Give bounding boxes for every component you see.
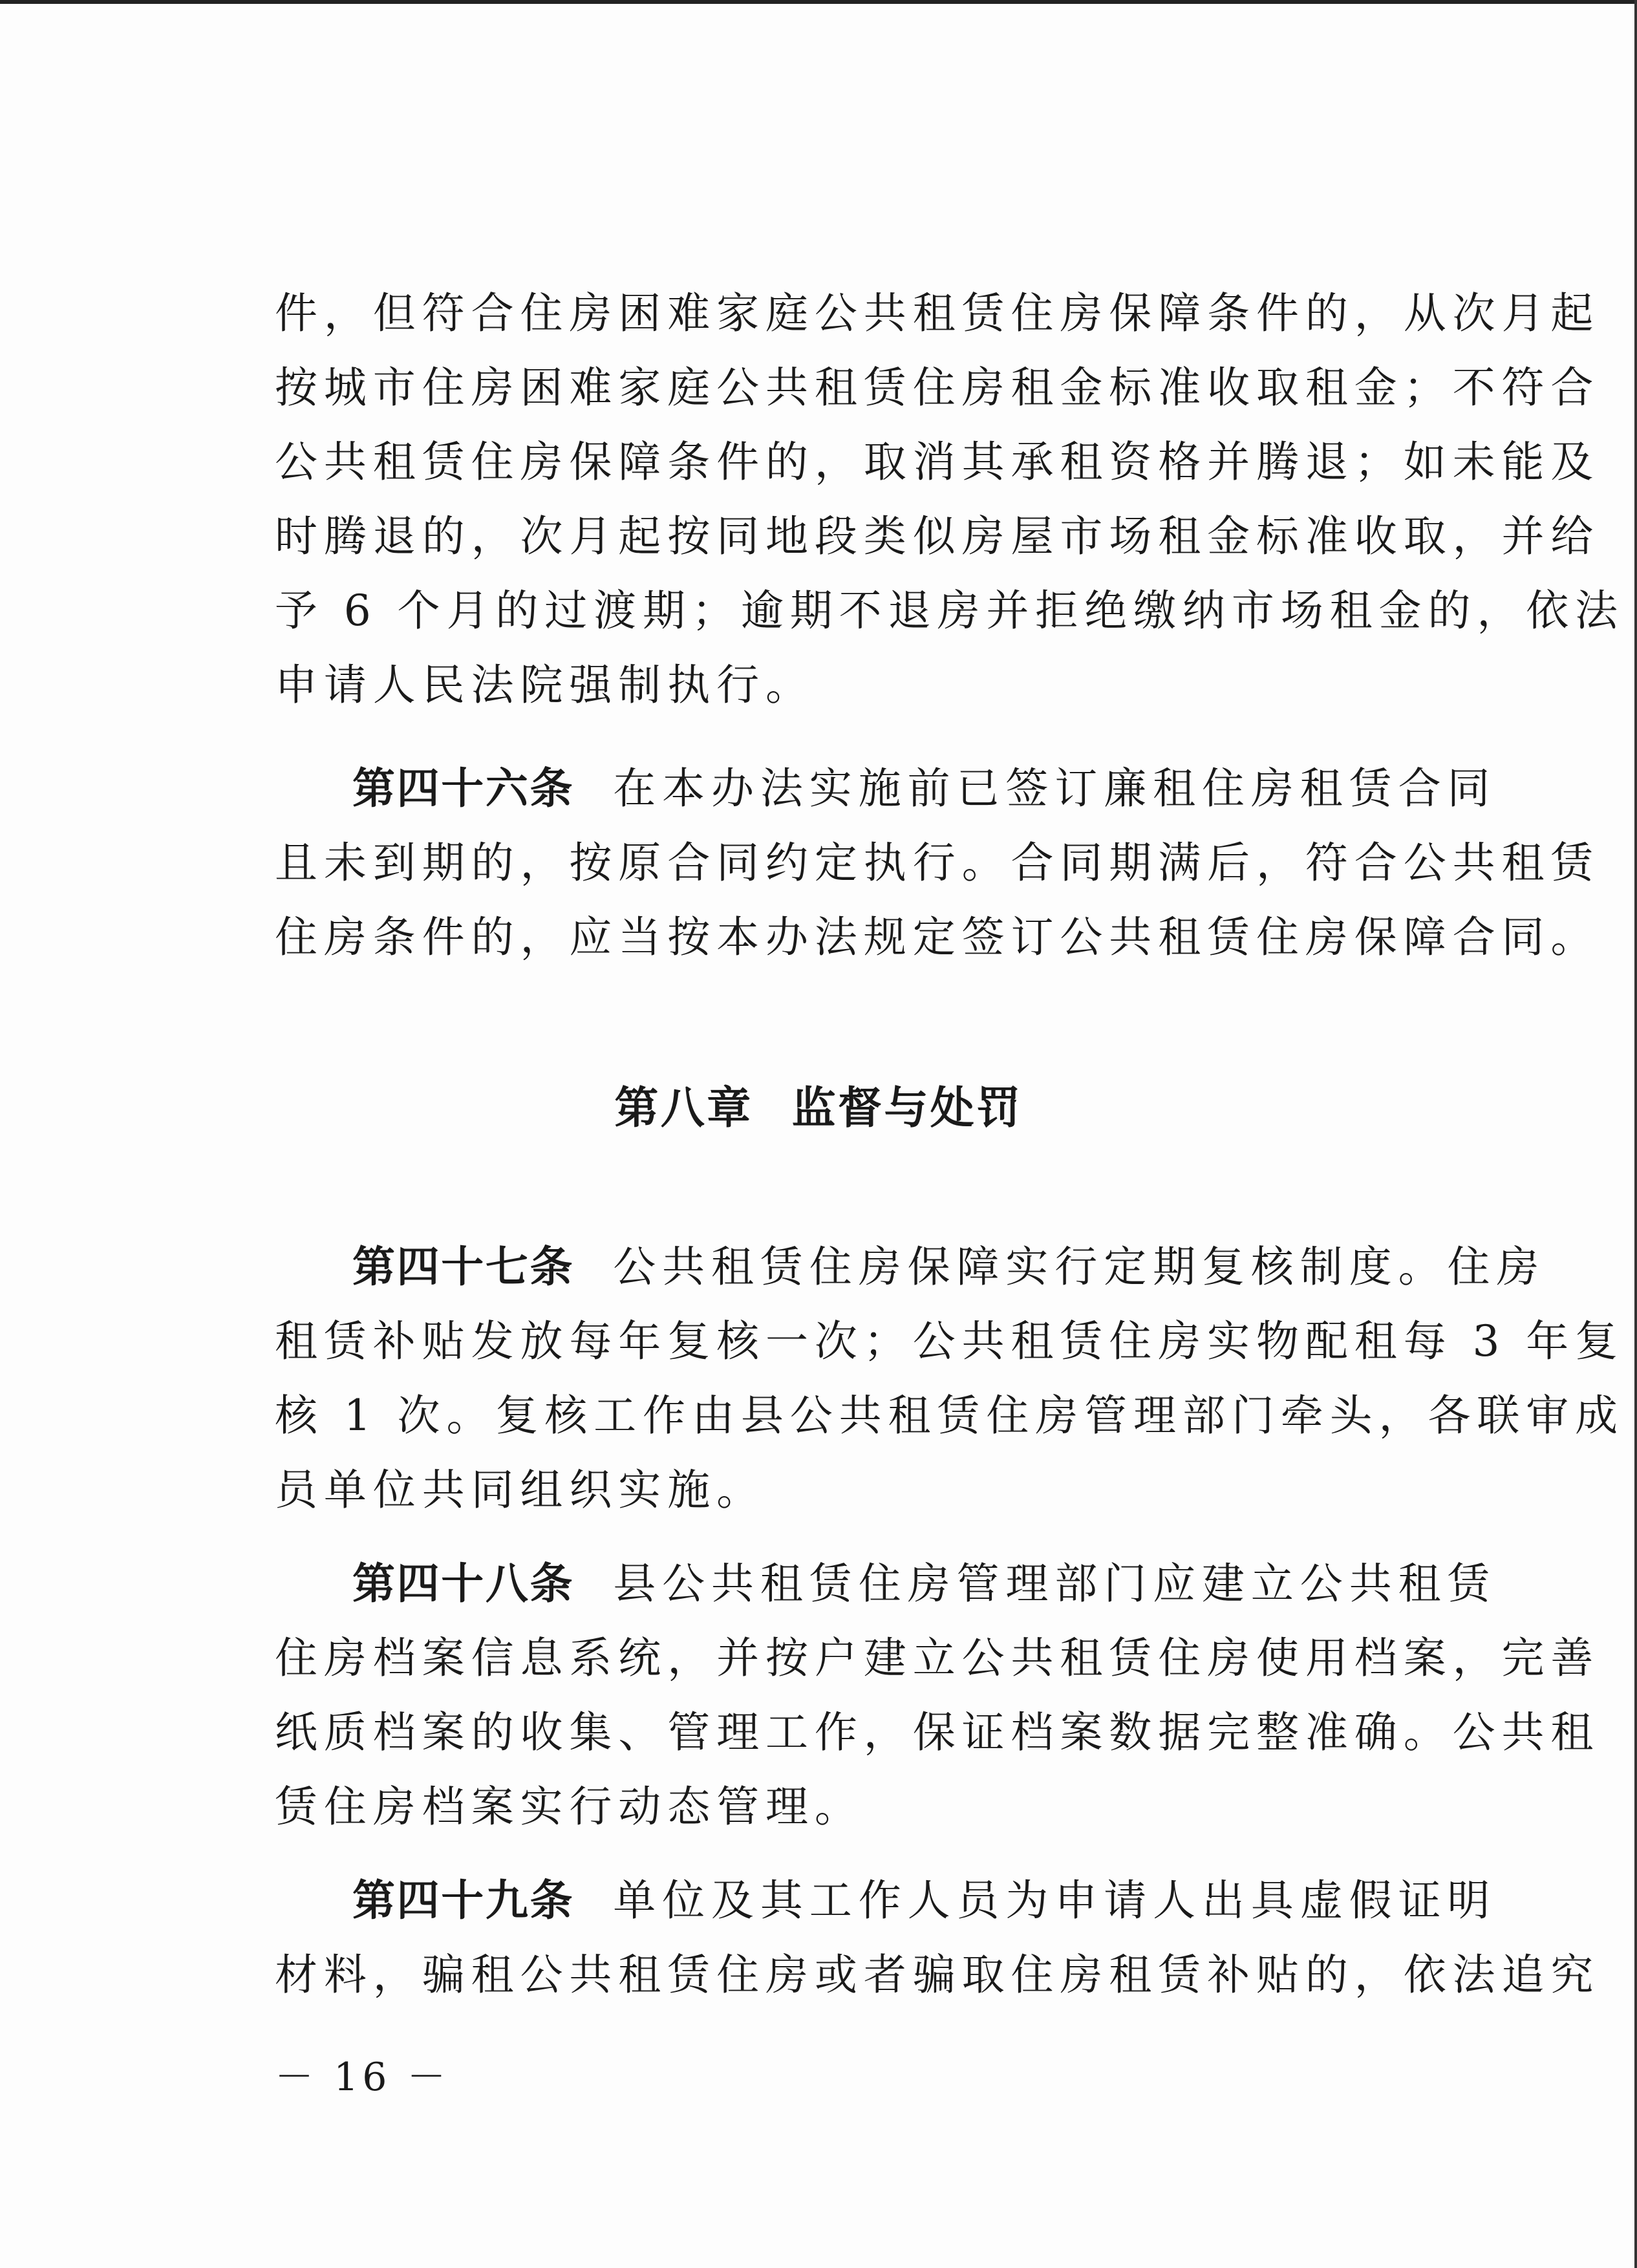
- body-line: 时腾退的，次月起按同地段类似房屋市场租金标准收取，并给: [275, 511, 1600, 561]
- body-line: 材料，骗租公共租赁住房或者骗取住房租赁补贴的，依法追究: [275, 1950, 1600, 2000]
- article-47-heading: 第四十七条: [352, 1242, 575, 1292]
- article-48-first-text: 县公共租赁住房管理部门应建立公共租赁: [613, 1559, 1497, 1609]
- article-49-first-text: 单位及其工作人员为申请人出具虚假证明: [613, 1876, 1497, 1925]
- article-46-first-line: [352, 753, 1497, 824]
- body-line: 住房条件的，应当按本办法规定签订公共租赁住房保障合同。: [275, 912, 1600, 962]
- body-line: 核 1 次。复核工作由县公共租赁住房管理部门牵头，各联审成: [275, 1391, 1625, 1440]
- scan-top-edge: [0, 0, 1637, 4]
- body-line: 按城市住房困难家庭公共租赁住房租金标准收取租金；不符合: [275, 363, 1600, 412]
- body-line: 租赁补贴发放每年复核一次；公共租赁住房实物配租每 3 年复: [275, 1316, 1625, 1366]
- body-line: 住房档案信息系统，并按户建立公共租赁住房使用档案，完善: [275, 1633, 1600, 1683]
- body-line: 申请人民法院强制执行。: [275, 660, 815, 710]
- article-49-heading: 第四十九条: [352, 1876, 575, 1925]
- body-line: 予 6 个月的过渡期；逾期不退房并拒绝缴纳市场租金的，依法: [275, 586, 1625, 636]
- body-line: 件，但符合住房困难家庭公共租赁住房保障条件的，从次月起: [275, 288, 1600, 338]
- body-line: 公共租赁住房保障条件的，取消其承租资格并腾退；如未能及: [275, 437, 1600, 487]
- article-48-first-line: [352, 1548, 1497, 1620]
- article-47-first-text: 公共租赁住房保障实行定期复核制度。住房: [613, 1242, 1546, 1292]
- article-48-heading: 第四十八条: [352, 1559, 575, 1609]
- body-line: 纸质档案的收集、管理工作，保证档案数据完整准确。公共租: [275, 1707, 1600, 1757]
- chapter-title: 监督与处罚: [791, 1083, 1023, 1134]
- chapter-number: 第八章: [614, 1083, 753, 1134]
- article-46-first-text: 在本办法实施前已签订廉租住房租赁合同: [613, 764, 1497, 813]
- article-47-first-line: [352, 1232, 1546, 1303]
- chapter-heading: [0, 1073, 1637, 1136]
- article-46-heading: 第四十六条: [352, 764, 575, 813]
- body-line: 赁住房档案实行动态管理。: [275, 1782, 864, 1832]
- body-line: 且未到期的，按原合同约定执行。合同期满后，符合公共租赁: [275, 838, 1600, 888]
- page-number: － 16 －: [275, 2055, 450, 2100]
- body-line: 员单位共同组织实施。: [275, 1465, 765, 1515]
- article-49-first-line: [352, 1865, 1497, 1936]
